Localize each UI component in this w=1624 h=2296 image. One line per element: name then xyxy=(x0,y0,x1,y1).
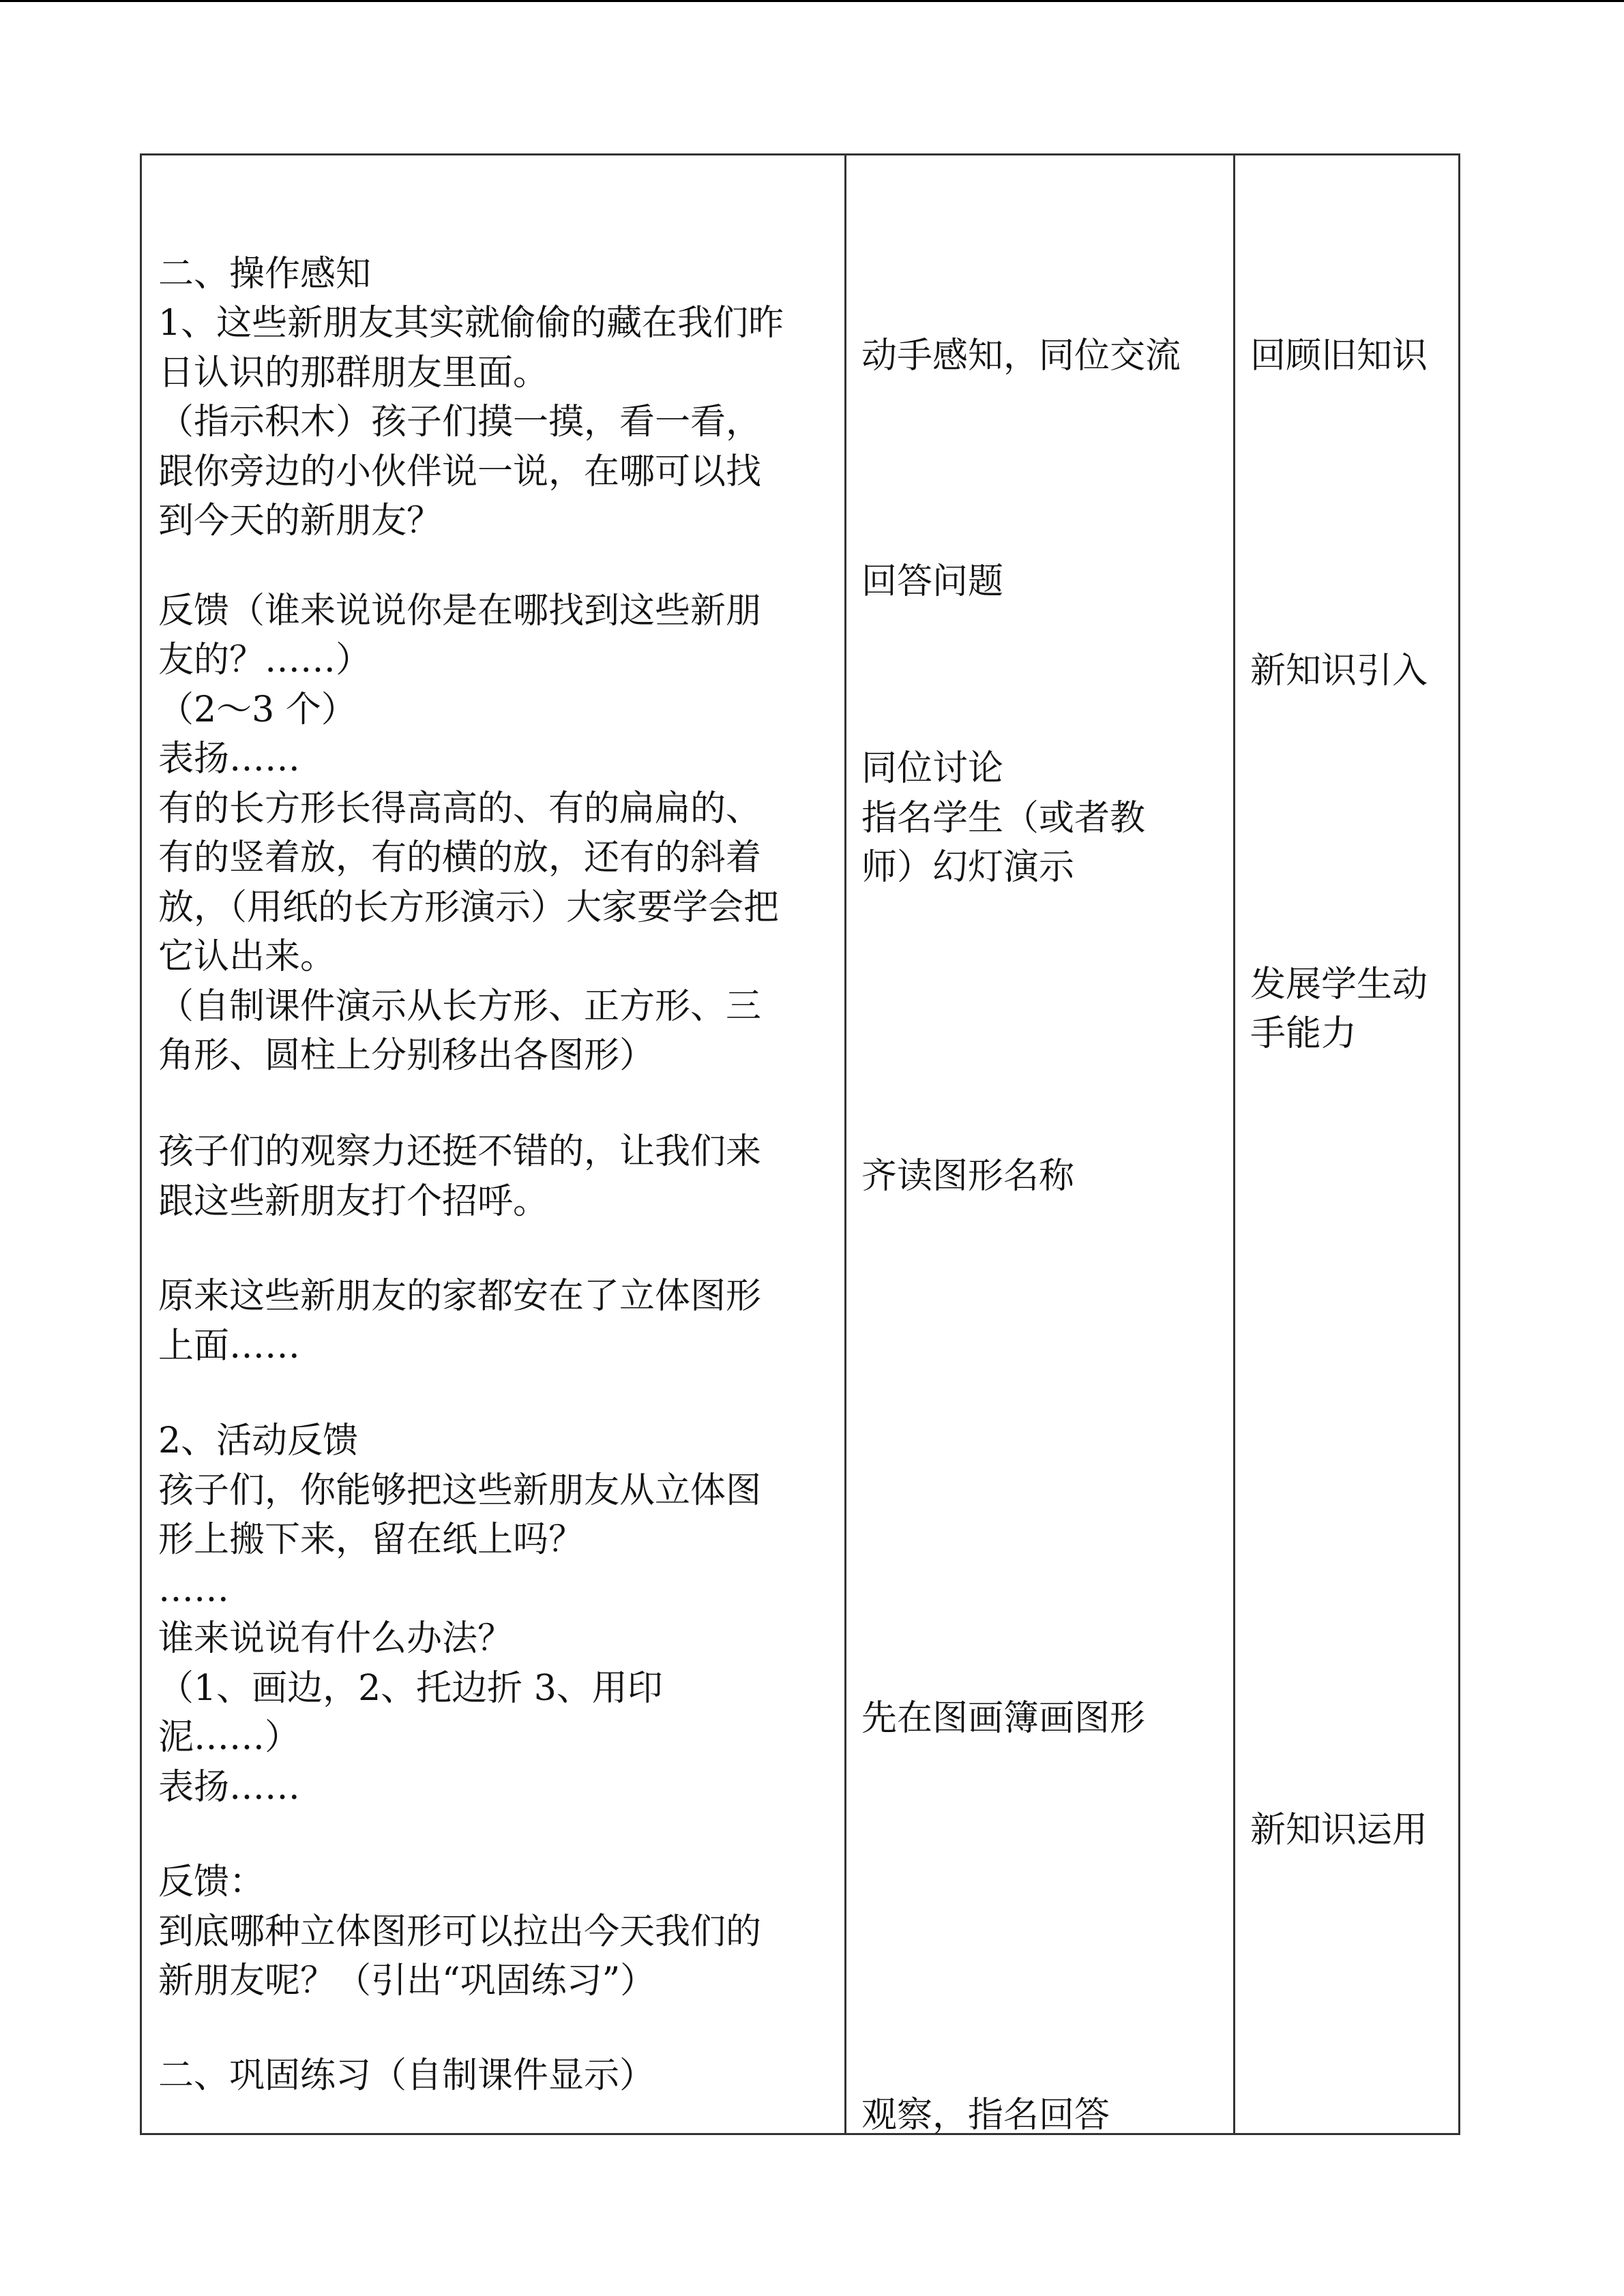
student-line: 回答问题 xyxy=(861,561,1004,602)
process-line: 上面…… xyxy=(158,1326,301,1367)
process-line: 角形、圆柱上分别移出各图形） xyxy=(158,1035,655,1076)
student-line: 指名学生（或者教 xyxy=(861,798,1146,839)
process-line: 跟你旁边的小伙伴说一说，在哪可以找 xyxy=(158,451,762,492)
process-line: 表扬…… xyxy=(158,739,301,779)
process-line: 二、巩固练习（自制课件显示） xyxy=(158,2055,655,2096)
process-line: 放，（用纸的长方形演示）大家要学会把 xyxy=(158,887,780,928)
process-line: 二、操作感知 xyxy=(158,254,372,295)
process-line: （自制课件演示从长方形、正方形、三 xyxy=(158,986,762,1027)
teaching-process-column xyxy=(142,155,844,2133)
student-line: 师）幻灯演示 xyxy=(861,847,1075,888)
page-top-border xyxy=(0,0,1624,2)
student-activity-column xyxy=(844,155,1233,2136)
process-line: 到底哪种立体图形可以拉出今天我们的 xyxy=(158,1911,762,1952)
intent-line: 新知识运用 xyxy=(1250,1810,1428,1851)
process-line: （2～3 个） xyxy=(158,689,357,730)
process-line: 到今天的新朋友？ xyxy=(158,501,443,541)
student-line: 同位讨论 xyxy=(861,748,1004,789)
student-line: 观察，指名回答 xyxy=(861,2095,1110,2136)
process-line: （1、画边，2、托边折 3、用印 xyxy=(158,1668,663,1709)
student-line: 先在图画簿画图形 xyxy=(861,1698,1146,1739)
process-line: 泥……） xyxy=(158,1717,301,1758)
intent-line: 手能力 xyxy=(1250,1013,1357,1054)
process-line: 谁来说说有什么办法？ xyxy=(158,1618,514,1659)
student-line: 齐读图形名称 xyxy=(861,1156,1075,1197)
intent-line: 新知识引入 xyxy=(1250,651,1428,691)
design-intent-column xyxy=(1233,155,1462,2133)
process-line: …… xyxy=(158,1569,229,1610)
process-line: 有的竖着放，有的横的放，还有的斜着 xyxy=(158,837,762,878)
process-line: 跟这些新朋友打个招呼。 xyxy=(158,1181,549,1222)
process-line: 孩子们，你能够把这些新朋友从立体图 xyxy=(158,1470,762,1511)
process-line: 它认出来。 xyxy=(158,936,336,977)
process-line: 1、这些新朋友其实就偷偷的藏在我们昨 xyxy=(158,303,784,344)
process-line: 友的？……） xyxy=(158,640,372,681)
process-line: 原来这些新朋友的家都安在了立体图形 xyxy=(158,1276,762,1317)
process-line: 有的长方形长得高高的、有的扁扁的、 xyxy=(158,788,762,829)
process-line: 孩子们的观察力还挺不错的，让我们来 xyxy=(158,1131,762,1172)
process-line: 反馈（谁来说说你是在哪找到这些新朋 xyxy=(158,591,762,631)
process-line: （指示积木）孩子们摸一摸，看一看， xyxy=(158,402,762,443)
process-line: 表扬…… xyxy=(158,1767,301,1808)
process-line: 2、活动反馈 xyxy=(158,1420,359,1461)
process-line: 形上搬下来，留在纸上吗？ xyxy=(158,1519,585,1560)
lesson-plan-table xyxy=(140,153,1460,2135)
student-line: 动手感知，同位交流 xyxy=(861,336,1181,376)
process-line: 日认识的那群朋友里面。 xyxy=(158,353,549,393)
intent-line: 回顾旧知识 xyxy=(1250,336,1428,376)
process-line: 反馈： xyxy=(158,1862,265,1903)
intent-line: 发展学生动 xyxy=(1250,964,1428,1005)
process-line: 新朋友呢？（引出“巩固练习”） xyxy=(158,1960,656,2001)
